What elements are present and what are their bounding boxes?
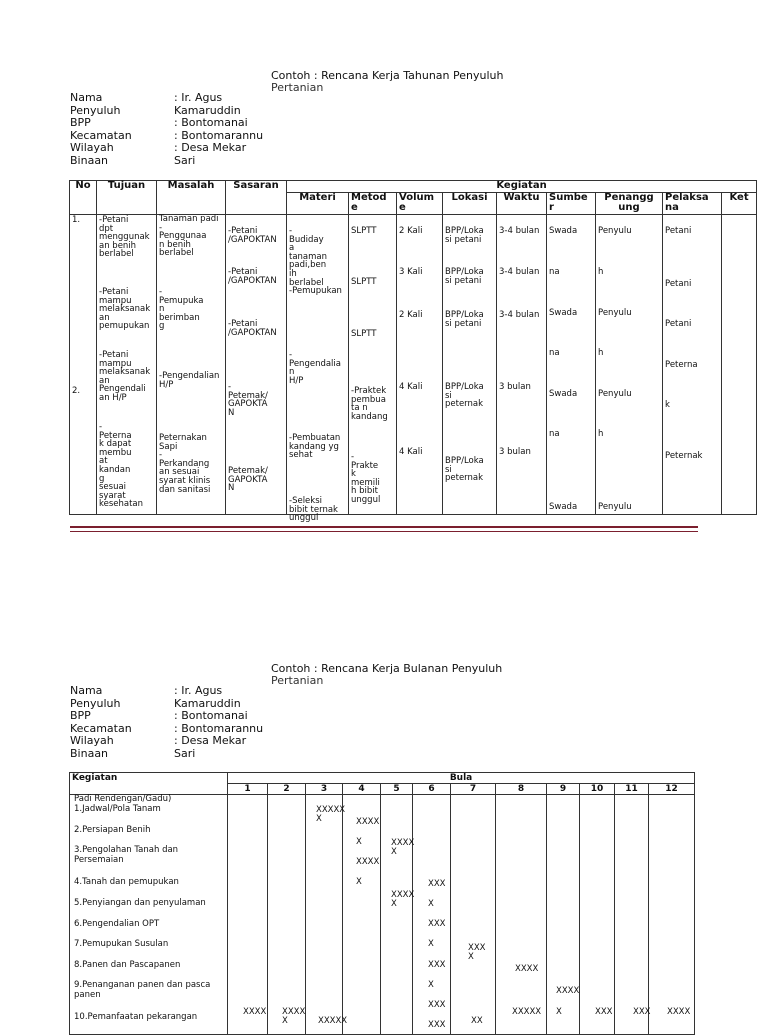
penanggung-item: h (598, 429, 604, 439)
tujuan-item: -Petani mampu melaksanak an pemupukan (99, 287, 151, 332)
materi-item: -Seleksi bibit ternak unggul (289, 496, 338, 524)
info-label-kecamatan: Kecamatan (70, 721, 132, 735)
activity-item-6: 6.Pengendalian OPT (74, 919, 160, 929)
sasaran-item: -Petani /GAPOKTAN (228, 226, 277, 245)
month-4: 4 (343, 784, 381, 795)
penanggung-item: Penyulu (598, 502, 632, 512)
schedule-mark: XXXX X (391, 890, 415, 909)
cell-materi (287, 215, 349, 524)
header-pelaksana: Pelaksa na (663, 193, 722, 215)
info-label-binaan: Binaan (70, 153, 109, 167)
info-label-penyuluh: Penyuluh (70, 103, 121, 117)
info-value-wilayah: : Desa Mekar (174, 734, 247, 747)
sumber-item: Swada (549, 389, 578, 399)
schedule-mark: X (356, 877, 362, 887)
cell-sasaran (226, 215, 287, 515)
section-divider (70, 531, 698, 532)
schedule-mark: XXXX (556, 986, 580, 996)
schedule-mark: XXXX (356, 817, 380, 827)
sumber-item: na (549, 267, 560, 277)
cell-lokasi (443, 215, 497, 515)
pelaksana-item: Petani (665, 279, 692, 289)
monthly-plan-title: Contoh : Rencana Kerja Bulanan Penyuluh (271, 662, 503, 675)
schedule-mark: XXXX (667, 1007, 691, 1017)
sasaran-item: -Petani /GAPOKTAN (228, 267, 277, 286)
schedule-mark: XXX (428, 960, 446, 970)
schedule-mark: XXX (633, 1007, 651, 1017)
info-label-penyuluh: Penyuluh (70, 696, 121, 710)
header-penanggung: Penangg ung (596, 193, 663, 215)
header-sasaran: Sasaran (226, 181, 287, 215)
info-value-nama: : Ir. Agus (174, 91, 223, 104)
activity-item-7: 7.Pemupukan Susulan (74, 939, 169, 949)
lokasi-item: BPP/Loka si petani (445, 226, 484, 245)
info-value-kecamatan: : Bontomarannu (174, 128, 264, 142)
activity-item-9: 9.Penanganan panen dan pasca panen (74, 980, 211, 1000)
cell-no (70, 215, 97, 515)
masalah-item: Peternakan Sapi - Perkandang an sesuai syarat klinis dan sanitasi (159, 433, 211, 495)
masalah-item: -Pengendalian H/P (159, 371, 220, 390)
waktu-item: 3 bulan (499, 382, 531, 392)
activity-list (70, 794, 228, 1024)
volume-item: 4 Kali (399, 382, 423, 392)
cell-ket (722, 215, 757, 515)
header-volume: Volum e (397, 193, 443, 215)
penanggung-item: Penyulu (598, 308, 632, 318)
waktu-item: 3 bulan (499, 447, 531, 457)
volume-item: 2 Kali (399, 310, 423, 320)
activity-item-4: 4.Tanah dan pemupukan (74, 877, 179, 887)
month-1: 1 (228, 784, 268, 795)
cell-volume (397, 215, 443, 515)
info-value-binaan: Sari (174, 153, 196, 167)
annual-info-block (70, 91, 330, 167)
cell-waktu (497, 215, 547, 515)
info-label-wilayah: Wilayah (70, 734, 114, 747)
activity-item-8: 8.Panen dan Pascapanen (74, 960, 181, 970)
penanggung-item: Penyulu (598, 226, 632, 236)
month-7: 7 (451, 784, 496, 795)
sumber-item: na (549, 348, 560, 358)
header-bulan: Bula (228, 773, 695, 784)
materi-item: - Budiday a tanaman padi,ben ih berlabel -Pemupukan (289, 226, 342, 297)
activity-item-3: 3.Pengolahan Tanah dan Persemaian (74, 845, 179, 865)
pelaksana-item: Peternak (665, 451, 703, 461)
schedule-mark: XXXX X (282, 1007, 306, 1026)
schedule-mark: XXXX (515, 964, 539, 974)
schedule-mark: XXXXX X (316, 805, 346, 824)
annual-plan-table (69, 180, 757, 524)
pelaksana-item: Peterna (665, 360, 698, 370)
info-label-bpp: BPP (70, 709, 91, 722)
info-value-binaan: Sari (174, 746, 196, 760)
schedule-mark: X (428, 939, 434, 949)
tujuan-item: - Peterna k dapat membu at kandan g sesuai syarat kesehatan (99, 422, 144, 510)
info-value-nama: : Ir. Agus (174, 684, 223, 697)
no-item-2: 2. (72, 386, 81, 396)
sumber-item: Swada (549, 226, 578, 236)
activity-item-1: 1.Jadwal/Pola Tanam (74, 804, 161, 814)
schedule-mark: XXX (428, 919, 446, 929)
info-label-kecamatan: Kecamatan (70, 128, 132, 142)
schedule-mark: XXX X (468, 943, 486, 962)
schedule-mark: X (428, 899, 434, 909)
header-tujuan: Tujuan (97, 181, 157, 215)
info-label-nama: Nama (70, 684, 103, 697)
info-value-bpp: : Bontomanai (174, 116, 248, 129)
section-divider (70, 526, 698, 528)
info-label-binaan: Binaan (70, 746, 109, 760)
schedule-mark: XXX (428, 1020, 446, 1030)
cell-masalah (157, 215, 226, 515)
volume-item: 2 Kali (399, 226, 423, 236)
waktu-item: 3-4 bulan (499, 310, 540, 320)
schedule-mark: XXX (595, 1007, 613, 1017)
header-kegiatan: Kegiatan (287, 181, 757, 193)
month-6: 6 (413, 784, 451, 795)
cell-tujuan (97, 215, 157, 515)
info-label-nama: Nama (70, 91, 103, 104)
header-no: No (70, 181, 97, 215)
volume-item: 3 Kali (399, 267, 423, 277)
cell-sumber (547, 215, 596, 515)
schedule-mark: XX (471, 1016, 483, 1026)
info-value-penyuluh: Kamaruddin (174, 696, 241, 710)
info-value-kecamatan: : Bontomarannu (174, 721, 264, 735)
sumber-item: na (549, 429, 560, 439)
monthly-title-cut: Pertanian (271, 674, 324, 687)
activity-item-5: 5.Penyiangan dan penyulaman (74, 898, 206, 908)
lokasi-item: BPP/Loka si petani (445, 267, 484, 286)
materi-item: - Pengendalia n H/P (289, 350, 341, 386)
info-label-bpp: BPP (70, 116, 91, 129)
schedule-mark: XXX (428, 879, 446, 889)
info-value-wilayah: : Desa Mekar (174, 141, 247, 154)
sasaran-item: - Petemak/ GAPOKTA N (228, 382, 268, 418)
info-label-wilayah: Wilayah (70, 141, 114, 154)
penanggung-item: h (598, 267, 604, 277)
schedule-mark: XXXXX (512, 1007, 542, 1017)
month-11: 11 (615, 784, 649, 795)
pelaksana-item: k (665, 400, 670, 410)
schedule-mark: XXXX (356, 857, 380, 867)
header-materi: Materi (287, 193, 349, 215)
metode-item: SLPTT (351, 329, 377, 339)
metode-item: SLPTT (351, 277, 377, 287)
header-kegiatan: Kegiatan (70, 773, 228, 795)
info-value-penyuluh: Kamaruddin (174, 103, 241, 117)
month-8: 8 (496, 784, 547, 795)
metode-item: SLPTT (351, 226, 377, 236)
month-10: 10 (580, 784, 615, 795)
schedule-mark: XXX (428, 1000, 446, 1010)
header-masalah: Masalah (157, 181, 226, 215)
pelaksana-item: Petani (665, 319, 692, 329)
lokasi-item: BPP/Loka si peternak (445, 382, 484, 410)
monthly-info-block (70, 684, 330, 760)
tujuan-item: -Petani dpt menggunak an benih berlabel (99, 215, 150, 260)
month-3: 3 (306, 784, 343, 795)
header-waktu: Waktu (497, 193, 547, 215)
annual-title-cut: Pertanian (271, 81, 324, 94)
masalah-item: - Pemupuka n berimban g (159, 287, 204, 332)
schedule-mark: XXXX (243, 1007, 267, 1017)
volume-item: 4 Kali (399, 447, 423, 457)
metode-item: - Prakte k memili h bibit unggul (351, 452, 381, 505)
metode-item: -Praktek pembua ta n kandang (351, 386, 388, 422)
schedule-mark: X (556, 1007, 562, 1017)
tujuan-item: -Petani mampu melaksanak an Pengendali an H/P (99, 350, 151, 403)
header-sumber: Sumbe r (547, 193, 596, 215)
sasaran-item: Petemak/ GAPOKTA N (228, 466, 268, 494)
lokasi-item: BPP/Loka si petani (445, 310, 484, 329)
info-value-bpp: : Bontomanai (174, 709, 248, 722)
month-2: 2 (268, 784, 306, 795)
schedule-mark: XXXXX (318, 1016, 348, 1026)
cell-penanggung (596, 215, 663, 515)
schedule-mark: XXXX X (391, 838, 415, 857)
masalah-item: Tanaman padi - Penggunaa n benih berlabel (159, 214, 219, 259)
penanggung-item: Penyulu (598, 389, 632, 399)
pelaksana-item: Petani (665, 226, 692, 236)
month-9: 9 (547, 784, 580, 795)
month-12: 12 (649, 784, 695, 795)
waktu-item: 3-4 bulan (499, 226, 540, 236)
header-metode: Metod e (349, 193, 397, 215)
sumber-item: Swada (549, 308, 578, 318)
cell-pelaksana (663, 215, 722, 515)
lokasi-item: BPP/Loka si peternak (445, 456, 484, 484)
header-lokasi: Lokasi (443, 193, 497, 215)
schedule-mark: X (356, 837, 362, 847)
schedule-mark: X (428, 980, 434, 990)
activity-item-10: 10.Pemanfaatan pekarangan (74, 1012, 198, 1022)
header-ket: Ket (722, 193, 757, 215)
group-label: Padi Rendengan/Gadu) (74, 794, 172, 804)
activity-item-2: 2.Persiapan Benih (74, 825, 151, 835)
sumber-item: Swada (549, 502, 578, 512)
sasaran-item: -Petani /GAPOKTAN (228, 319, 277, 338)
penanggung-item: h (598, 348, 604, 358)
annual-plan-title: Contoh : Rencana Kerja Tahunan Penyuluh (271, 69, 504, 82)
materi-item: -Pembuatan kandang yg sehat (289, 433, 341, 461)
no-item-1: 1. (72, 215, 81, 225)
month-5: 5 (381, 784, 413, 795)
waktu-item: 3-4 bulan (499, 267, 540, 277)
cell-metode (349, 215, 397, 515)
